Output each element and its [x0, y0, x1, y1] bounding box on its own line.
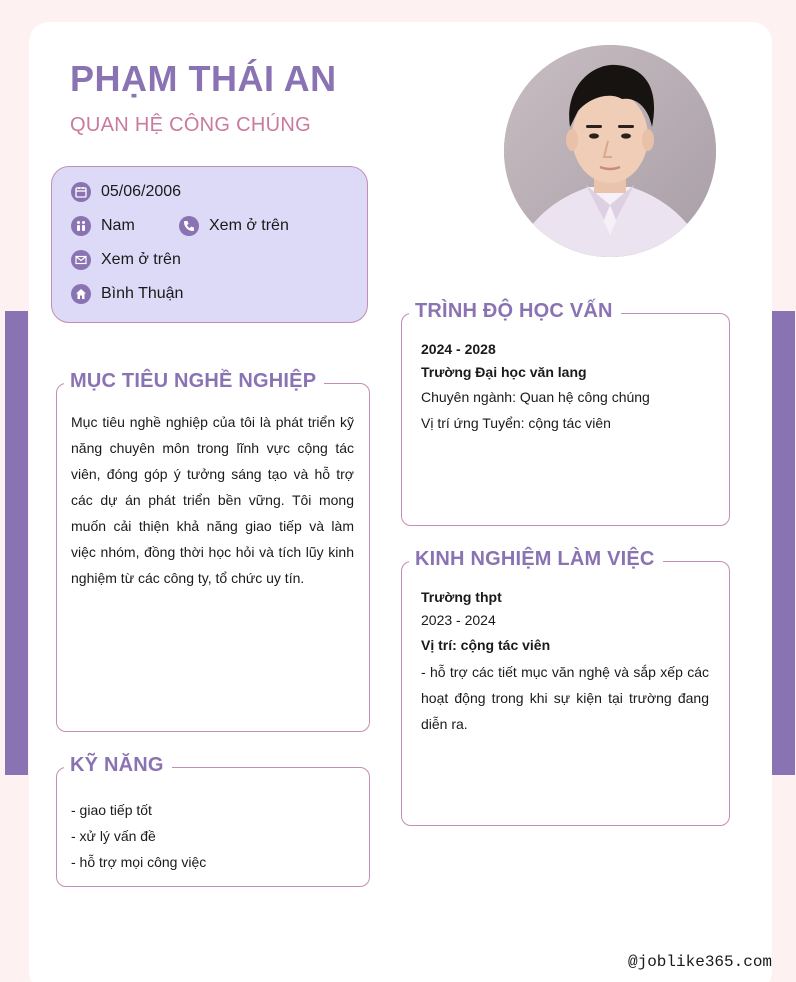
experience-company: Trường thpt — [421, 589, 502, 605]
experience-position: Vị trí: cộng tác viên — [421, 637, 551, 653]
candidate-role: QUAN HỆ CÔNG CHÚNG — [70, 114, 311, 136]
phone-value: Xem ở trên — [209, 217, 289, 234]
experience-period: 2023 - 2024 — [421, 612, 496, 628]
address-row — [71, 284, 183, 304]
skills-title: KỸ NĂNG — [64, 754, 172, 777]
education-school: Trường Đại học văn lang — [421, 364, 587, 380]
experience-description: - hỗ trợ các tiết mục văn nghệ và sắp xếp các hoạt động trong khi sự kiện tại trường đang diễn ra. — [421, 664, 709, 732]
right-accent-band — [772, 311, 795, 775]
skill-item: - giao tiếp tốt — [71, 802, 152, 818]
home-icon — [71, 284, 91, 304]
phone-icon — [179, 216, 199, 236]
objective-title: MỤC TIÊU NGHỀ NGHIỆP — [64, 370, 324, 393]
left-accent-band — [5, 311, 28, 775]
candidate-name: PHẠM THÁI AN — [70, 58, 337, 99]
watermark: @joblike365.com — [628, 953, 773, 971]
education-title: TRÌNH ĐỘ HỌC VẤN — [409, 300, 621, 323]
profile-photo — [504, 45, 716, 257]
email-row — [71, 250, 181, 270]
address-value: Bình Thuận — [101, 285, 184, 302]
gender-icon — [71, 216, 91, 236]
skill-item: - hỗ trợ mọi công việc — [71, 854, 207, 870]
gender-value: Nam — [101, 217, 135, 234]
email-icon — [71, 250, 91, 270]
phone-row — [179, 216, 289, 236]
dob-value: 05/06/2006 — [101, 183, 182, 200]
education-period: 2024 - 2028 — [421, 341, 496, 357]
experience-title: KINH NGHIỆM LÀM VIỆC — [409, 548, 663, 571]
objective-text: Mục tiêu nghề nghiệp của tôi là phát triển kỹ năng chuyên môn trong lĩnh vực cộng tác viên, đóng góp ý tưởng sáng tạo và hỗ trợ các dự án phát triển bền vững. Tôi mong muốn cải thiện khả năng giao tiếp và làm việc nhóm, đồng thời học hỏi và tích lũy kinh nghiệm từ các công ty, tổ chức uy tín. — [71, 414, 354, 586]
calendar-icon — [71, 182, 91, 202]
education-major: Chuyên ngành: Quan hệ công chúng — [421, 389, 650, 405]
gender-row — [71, 216, 135, 236]
email-value: Xem ở trên — [101, 251, 181, 268]
education-position: Vị trí ứng Tuyển: cộng tác viên — [421, 415, 611, 431]
dob-row — [71, 182, 181, 202]
skill-item: - xử lý vấn đề — [71, 828, 156, 844]
